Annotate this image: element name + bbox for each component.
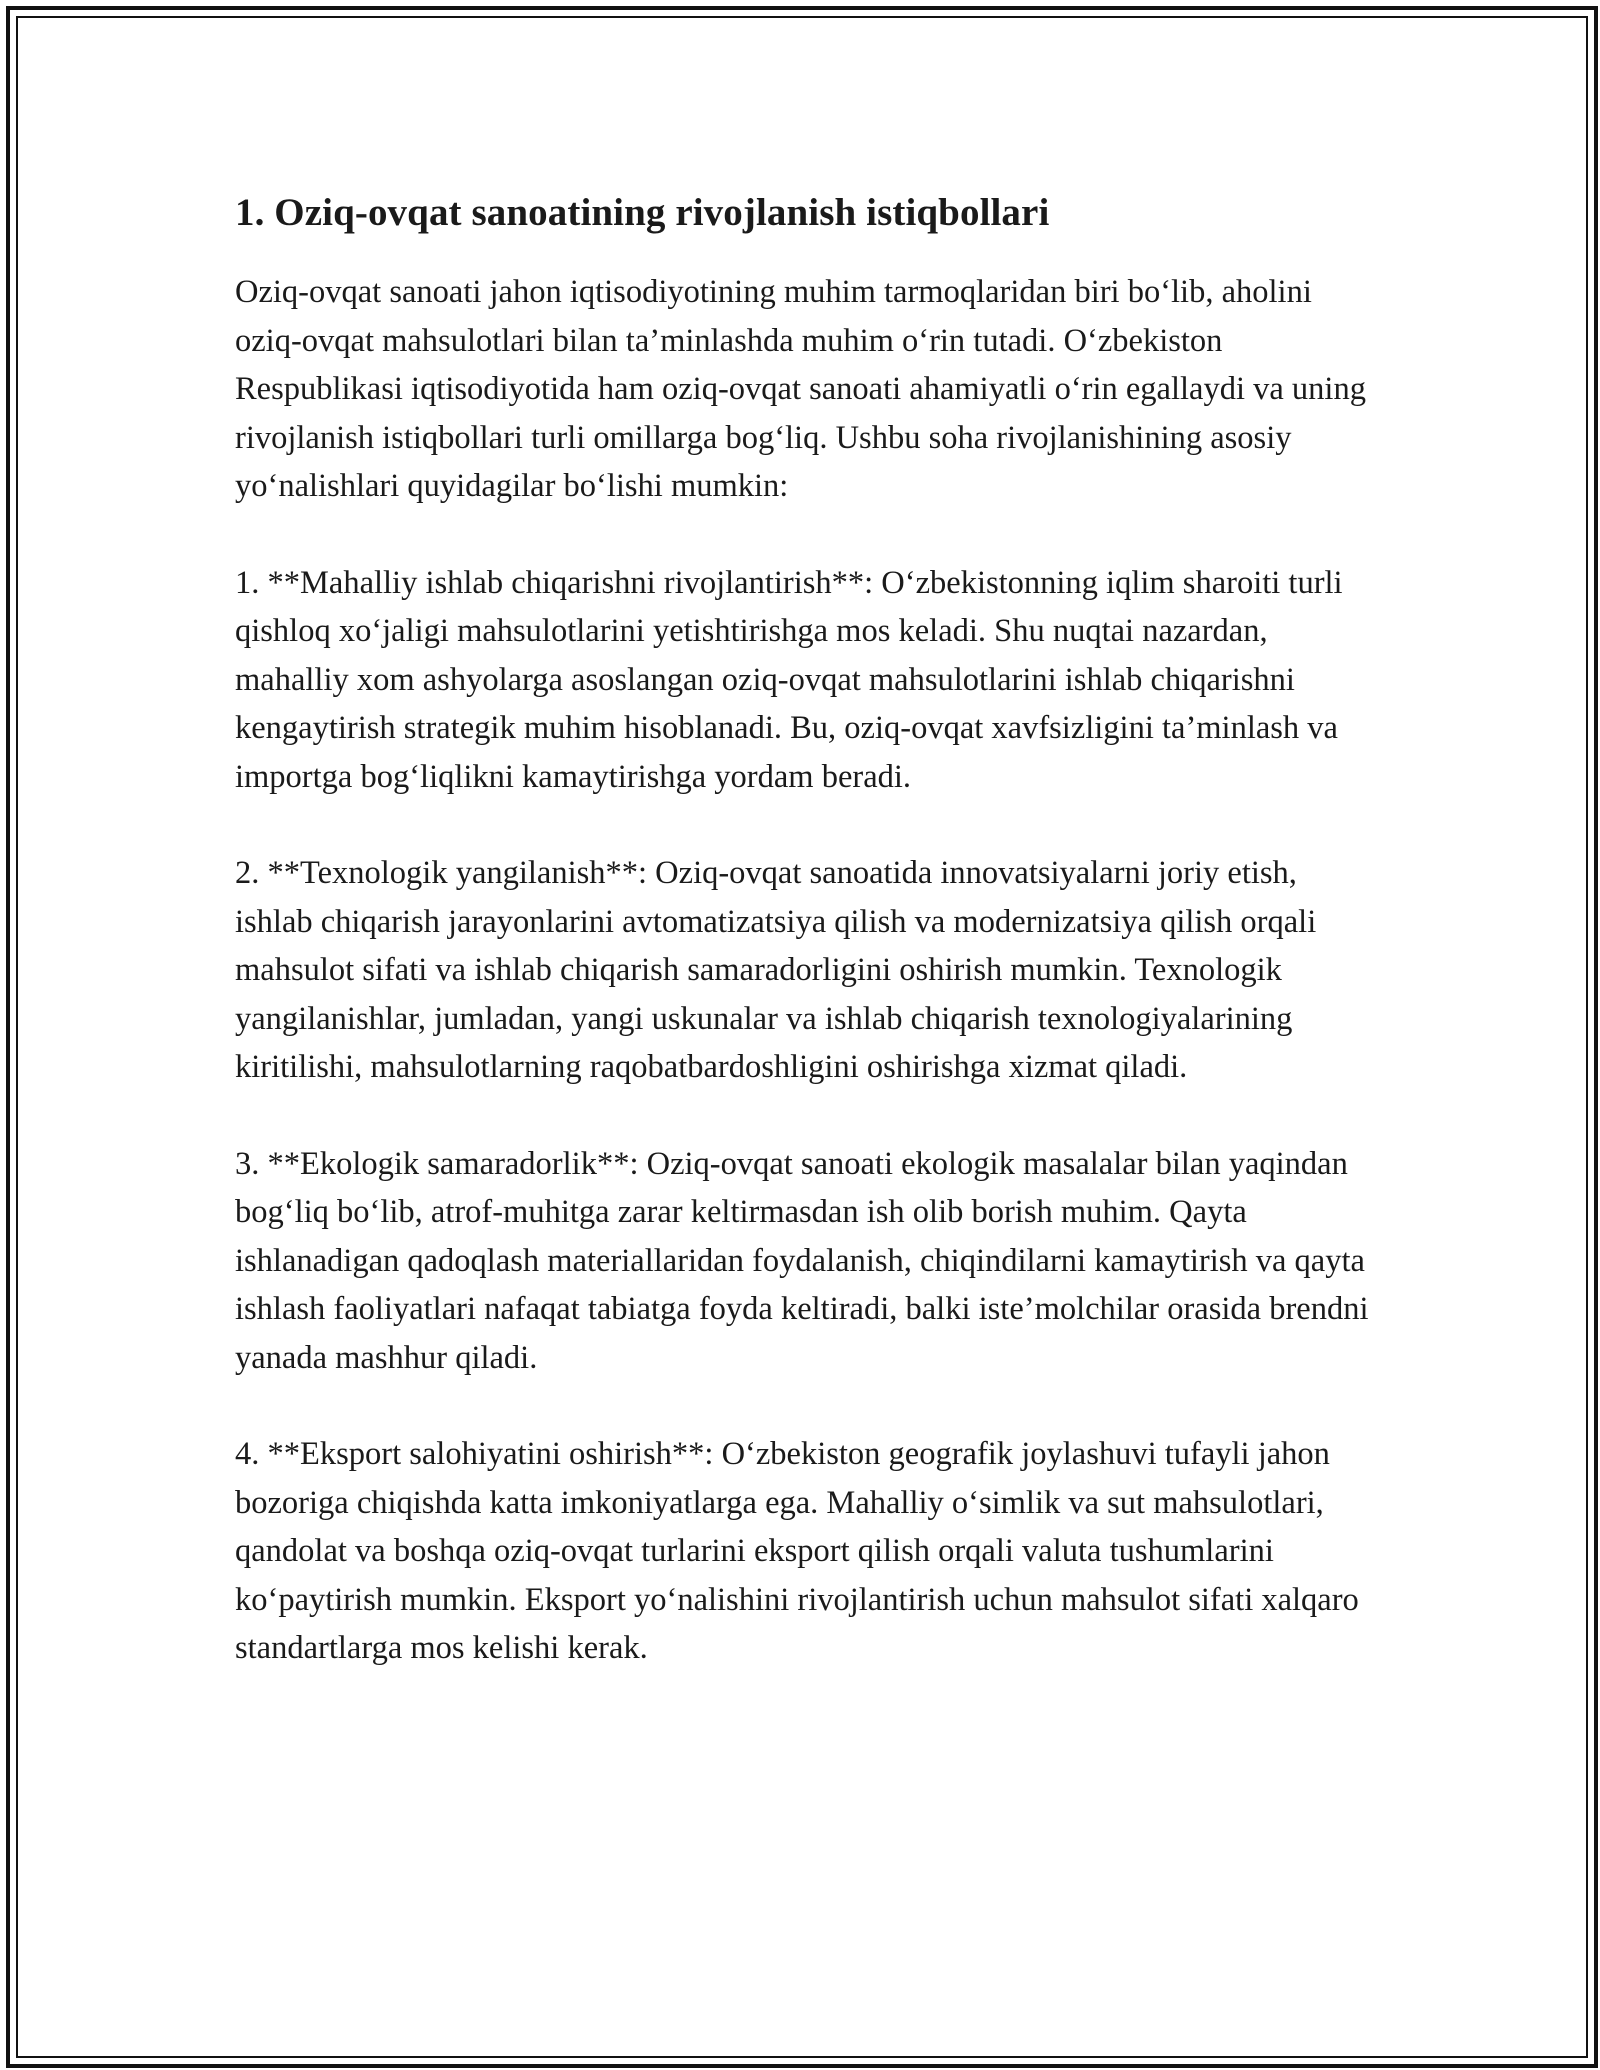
- document-body: [235, 188, 1375, 1721]
- paragraph-export-potential: 4. **Eksport salohiyatini oshirish**: O‘zbekiston geografik joylashuvi tufayli jahon bozoriga chiqishda katta imkoniyatlarga ega. Mahalliy o‘simlik va sut mahsulotlari, qandolat va boshqa oziq-ovqat turlarini eksport qilish orqali valuta tushumlarini ko‘paytirish mumkin. Eksport yo‘nalishini rivojlantirish uchun mahsulot sifati xalqaro standartlarga mos kelishi kerak.: [235, 1436, 1359, 1666]
- paragraph-ecological-efficiency: 3. **Ekologik samaradorlik**: Oziq-ovqat sanoati ekologik masalalar bilan yaqindan bog‘liq bo‘lib, atrof-muhitga zarar keltirmasdan ish olib borish muhim. Qayta ishlanadigan qadoqlash materiallaridan foydalanish, chiqindilarni kamaytirish va qayta ishlash faoliyatlari nafaqat tabiatga foyda keltiradi, balki iste’molchilar orasida brendni yanada mashhur qiladi.: [235, 1145, 1369, 1376]
- section-heading: 1. Oziq-ovqat sanoatining rivojlanish istiqbollari: [235, 191, 1050, 234]
- paragraph-local-production: 1. **Mahalliy ishlab chiqarishni rivojlantirish**: O‘zbekistonning iqlim sharoiti turli qishloq xo‘jaligi mahsulotlarini yetishtirishga mos keladi. Shu nuqtai nazardan, mahalliy xom ashyolarga asoslangan oziq-ovqat mahsulotlarini ishlab chiqarishni kengaytirish strategik muhim hisoblanadi. Bu, oziq-ovqat xavfsizligini ta’minlash va importga bog‘liqlikni kamaytirishga yordam beradi.: [235, 564, 1343, 795]
- paragraph-technological-renewal: 2. **Texnologik yangilanish**: Oziq-ovqat sanoatida innovatsiyalarni joriy etish, ishlab chiqarish jarayonlarini avtomatizatsiya qilish va modernizatsiya qilish orqali mahsulot sifati va ishlab chiqarish samaradorligini oshirish mumkin. Texnologik yangilanishlar, jumladan, yangi uskunalar va ishlab chiqarish texnologiyalarining kiritilishi, mahsulotlarning raqobatbardoshligini oshirishga xizmat qiladi.: [235, 855, 1317, 1085]
- intro-paragraph: Oziq-ovqat sanoati jahon iqtisodiyotining muhim tarmoqlaridan biri bo‘lib, aholini oziq-ovqat mahsulotlari bilan ta’minlashda muhim o‘rin tutadi. O‘zbekiston Respublikasi iqtisodiyotida ham oziq-ovqat sanoati ahamiyatli o‘rin egallaydi va uning rivojlanish istiqbollari turli omillarga bog‘liq. Ushbu soha rivojlanishining asosiy yo‘nalishlari quyidagilar bo‘lishi mumkin:: [235, 274, 1366, 504]
